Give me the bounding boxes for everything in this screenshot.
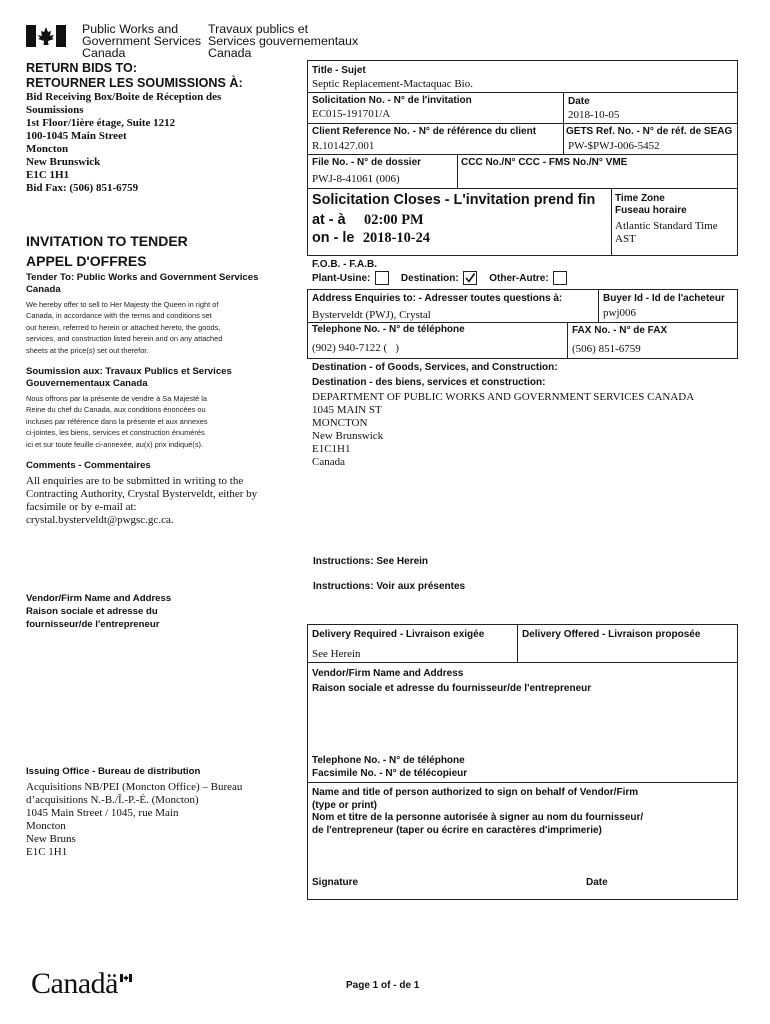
client-reference-label: Client Reference No. - N° de référence du client [312, 126, 537, 137]
title-value: Septic Replacement-Mactaquac Bio. [312, 78, 473, 90]
divider [457, 154, 458, 188]
destination-goods-label: Destination - of Goods, Services, and Construction: Destination - des biens, services et construction: [312, 362, 558, 388]
delivery-required-value: See Herein [312, 648, 361, 660]
date-value: 2018-10-05 [568, 109, 620, 121]
department-name-english: Public Works and Government Services Canada [82, 22, 202, 60]
vendor-firm-label-left: Vendor/Firm Name and Address Raison sociale et adresse du fournisseur/de l'entrepreneur [26, 593, 172, 630]
buyer-id-value: pwj006 [603, 307, 636, 319]
divider [598, 289, 599, 322]
instructions-english: Instructions: See Herein [313, 556, 429, 567]
telephone-value: (902) 940-7122 ( ) [312, 342, 400, 354]
on-label: on - le [312, 230, 355, 246]
divider [307, 188, 738, 189]
divider [307, 123, 738, 124]
time-zone-value: Atlantic Standard Time AST [615, 220, 718, 245]
gets-reference-label: GETS Ref. No. - N° de réf. de SEAG [566, 126, 733, 137]
destination-address: DEPARTMENT OF PUBLIC WORKS AND GOVERNMENT SERVICES CANADA 1045 MAIN ST MONCTON New Brunswick E1C1H1 Canada [312, 391, 695, 468]
invitation-title: INVITATION TO TENDER APPEL D'OFFRES [26, 233, 188, 269]
maple-leaf-icon [26, 25, 66, 47]
destination-checkbox[interactable] [463, 271, 477, 285]
soumission-heading: Soumission aux: Travaux Publics et Services Gouvernementaux Canada [26, 366, 232, 389]
vendor-telephone-label: Telephone No. - N° de téléphone Facsimile No. - N° de télécopieur [312, 755, 468, 779]
signature-date-label: Date [586, 877, 608, 888]
comments-label: Comments - Commentaires [26, 460, 151, 471]
client-reference-value: R.101427.001 [312, 140, 375, 152]
canada-wordmark: Canadä [31, 967, 118, 1000]
tender-to-heading: Tender To: Public Works and Government Services Canada [26, 272, 259, 295]
divider [563, 92, 564, 154]
fob-label: F.O.B. - F.A.B. [312, 259, 377, 270]
divider [307, 662, 738, 663]
small-flag-icon [120, 974, 132, 982]
delivery-offered-field[interactable] [520, 644, 734, 660]
authorized-person-field[interactable] [310, 840, 734, 870]
comments-text: All enquiries are to be submitted in writing to the Contracting Authority, Crystal Bysterveldt, either by facsimile or by e-mail at: crystal.bysterveldt@pwgsc.gc.ca. [26, 475, 258, 526]
file-number-label: File No. - N° de dossier [312, 157, 422, 168]
date-label: Date [568, 96, 590, 107]
enquiries-label: Address Enquiries to: - Adresser toutes questions à: [312, 293, 563, 304]
department-name-french: Travaux publics et Services gouvernementaux Canada [208, 22, 359, 60]
file-number-value: PWJ-8-41061 (006) [312, 173, 400, 185]
divider [567, 322, 568, 359]
divider [307, 782, 738, 783]
ccc-fms-label: CCC No./N° CCC - FMS No./N° VME [461, 157, 628, 168]
tender-to-text: We hereby offer to sell to Her Majesty the Queen in right of Canada, in accordance with the terms and conditions set out herein, referred to herein or attached hereto, the goods, services, and construction listed herein and on any attached sheets at the price(s) set out therefor. [26, 300, 223, 355]
closing-date-value: 2018-10-24 [362, 230, 430, 246]
checkmark-icon [464, 272, 476, 284]
delivery-required-label: Delivery Required - Livraison exigée [312, 629, 485, 640]
closing-time [312, 211, 424, 229]
issuing-office-address: Acquisitions NB/PEI (Moncton Office) – Bureau d’acquisitions N.-B./Î.-P.-É. (Moncton) 1045 Main Street / 1045, rue Main Moncton New Bruns E1C 1H1 [26, 781, 243, 858]
closing-time-value: 02:00 PM [364, 212, 424, 228]
solicitation-number-label: Solicitation No. - N° de l'invitation [312, 95, 472, 106]
fob-options [312, 271, 567, 287]
return-bids-heading: RETURN BIDS TO: RETOURNER LES SOUMISSIONS À: [26, 61, 243, 90]
authorized-person-label: Name and title of person authorized to sign on behalf of Vendor/Firm (type or print) Nom et titre de la personne autorisée à signer au nom du fournisseur/ de l'entrepreneur (taper ou écrire en caractères d'imprimerie) [312, 787, 644, 836]
gets-reference-value: PW-$PWJ-006-5452 [568, 140, 660, 152]
title-label: Title - Sujet [312, 65, 366, 76]
enquiries-value: Bysterveldt (PWJ), Crystal [312, 309, 431, 321]
solicitation-number-value: EC015-191701/A [312, 108, 391, 120]
divider [611, 188, 612, 256]
telephone-label: Telephone No. - N° de téléphone [312, 324, 465, 335]
plant-checkbox[interactable] [375, 271, 389, 285]
closing-date [312, 229, 430, 247]
signature-label: Signature [312, 877, 359, 888]
time-zone-label: Time Zone Fuseau horaire [615, 193, 687, 216]
issuing-office-label: Issuing Office - Bureau de distribution [26, 766, 201, 777]
buyer-id-label: Buyer Id - Id de l'acheteur [603, 293, 725, 304]
solicitation-closes-title: Solicitation Closes - L'invitation prend fin [312, 192, 596, 208]
at-label: at - à [312, 212, 346, 228]
soumission-text: Nous offrons par la présente de vendre à Sa Majesté la Reine du chef du Canada, aux conditions énoncées ou incluses par référence dans la présente et aux annexes ci-jointes, les biens, services et construction énumérés ici et sur toute feuille ci-annexée, au(x) prix indiqué(s). [26, 394, 208, 449]
instructions-french: Instructions: Voir aux présentes [313, 581, 466, 592]
plant-label: Plant-Usine: [312, 273, 371, 284]
delivery-offered-label: Delivery Offered - Livraison proposée [522, 629, 701, 640]
other-label: Other-Autre: [489, 273, 549, 284]
vendor-firm-field[interactable] [310, 697, 734, 749]
other-checkbox[interactable] [553, 271, 567, 285]
canada-flag-symbol [26, 25, 66, 47]
vendor-firm-label: Vendor/Firm Name and Address Raison sociale et adresse du fournisseur/de l'entrepreneur [312, 668, 592, 694]
fax-value: (506) 851-6759 [572, 343, 641, 355]
fax-label: FAX No. - N° de FAX [572, 325, 668, 336]
return-bids-address: Bid Receiving Box/Boite de Réception des Soumissions 1st Floor/1ière étage, Suite 1212 100-1045 Main Street Moncton New Brunswick E1C 1H1 Bid Fax: (506) 851-6759 [26, 91, 222, 194]
divider [307, 92, 738, 93]
page-number: Page 1 of - de 1 [346, 980, 420, 991]
divider [307, 322, 738, 323]
divider [307, 154, 738, 155]
destination-label: Destination: [400, 273, 459, 284]
wordmark-flag-icon [120, 969, 132, 987]
divider [517, 624, 518, 662]
